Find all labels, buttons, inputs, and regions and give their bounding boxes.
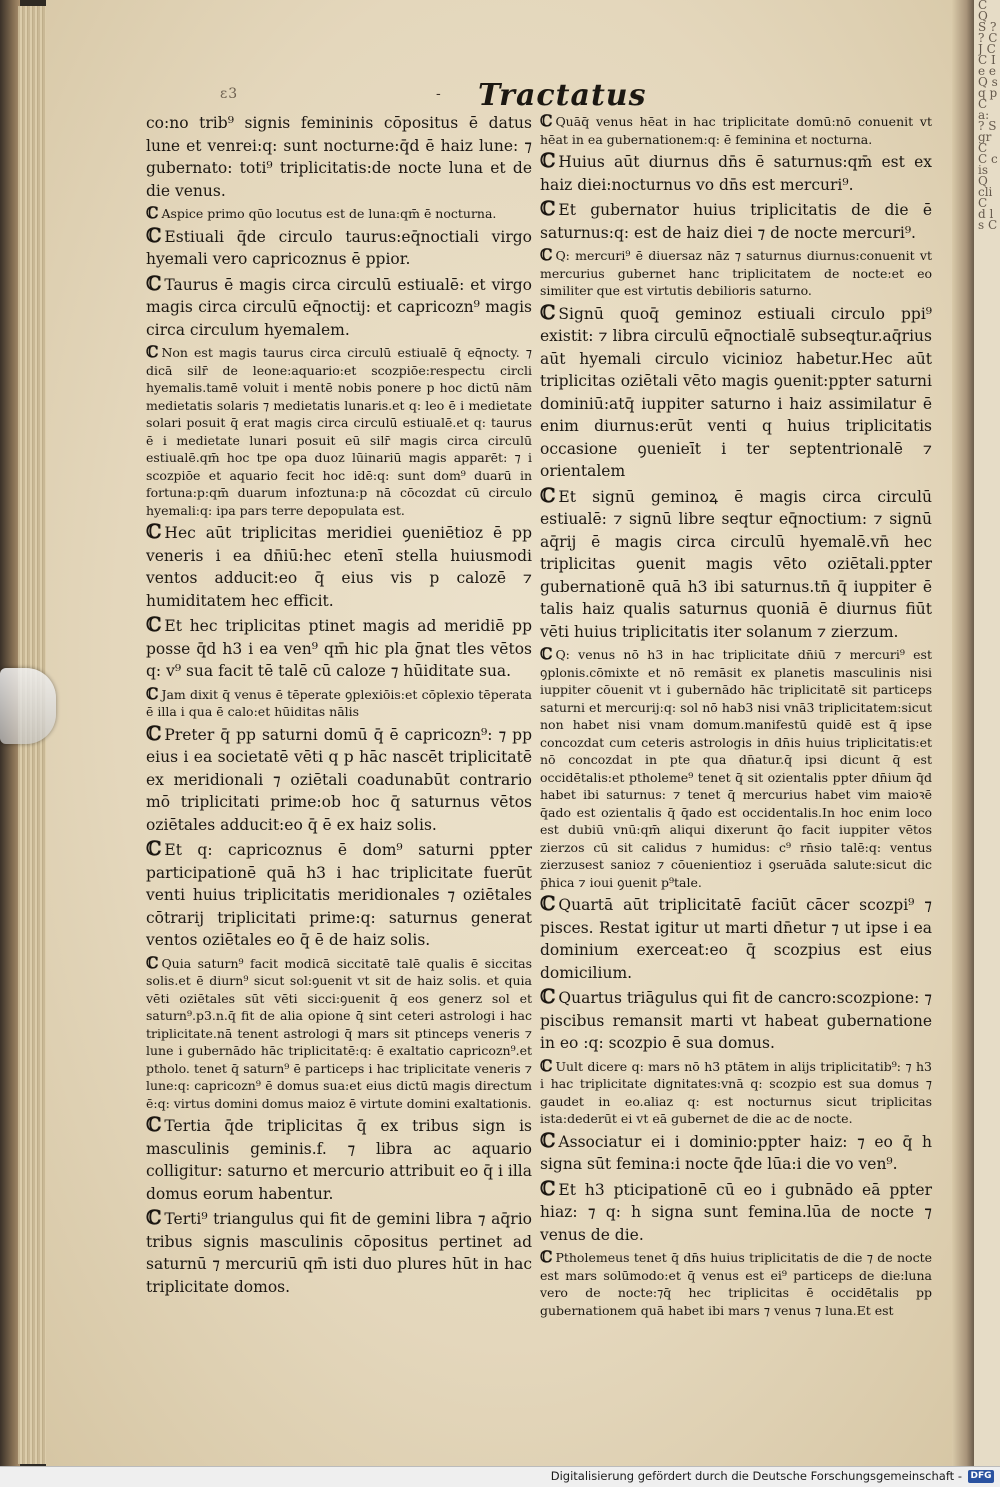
left-column (146, 112, 532, 1300)
page-clip (0, 668, 56, 744)
paragraph-mark: ℂ (540, 1247, 553, 1266)
paragraph-text: Et q: capricoznus ē dom⁹ saturni ppter participationē quā h3 i hac triplicitate fuerūt venti huius triplicitatis meridionales ⁊ oziētales cōtrarij triplicitati prime:q: saturnus generat ventos oziētales eo q̄ ē de haiz solis. (146, 841, 532, 949)
paragraph-text: Ptholemeus tenet q̄ dn̄s huius triplicitatis de die ⁊ de nocte est mars solūmodo:et q̄ venus est ei⁹ particeps de die:luna vero de nocte:⁊q̄ hec triplicitas ē occidētalis pp gubernationem quā habet ibi mars ⁊ venus ⁊ luna.Et est (540, 1250, 932, 1318)
folio-mark: ɛ3 (220, 86, 239, 102)
dfg-logo: DFG (968, 1470, 994, 1483)
paragraph-mark: ℂ (146, 342, 159, 361)
paragraph (540, 198, 932, 244)
facing-page-edge (974, 0, 1000, 1466)
paragraph-text: Taurus ē magis circa circulū estiualē: et virgo magis circa circulū eq̄noctij: et capricozn⁹ magis circa circulum hyemalem. (146, 275, 532, 339)
paragraph (146, 112, 532, 202)
paragraph-text: Et hec triplicitas ptinet magis ad meridiē pp posse q̄d h3 i ea ven⁹ qm̄ hic pla ḡnat tles vētos q: v⁹ sua facit tē talē cū caloze ⁊ hūiditate sua. (146, 617, 532, 680)
paragraph (146, 1207, 532, 1298)
paragraph-text: Jam dixit q̄ venus ē tēperate ꝯplexiōis:et cōplexio tēperata ē illa i qua ē calo:et hūiditas nālis (146, 686, 532, 719)
right-column (540, 112, 932, 1321)
running-head: Tractatus (478, 78, 647, 113)
paragraph (146, 343, 532, 519)
paragraph (146, 204, 532, 223)
paragraph-text: Preter q̄ pp saturni domū q̄ ē capricozn⁹: ⁊ pp eius i ea societatē vēti q p hāc nascēt triplicitatē ex meridionali ⁊ oziētali coadunabūt contrario mō triplicitati prime:ob hoc q̄ saturnus vētos oziētales adducit:eo q̄ ē ex haiz solis. (146, 725, 532, 834)
paragraph-text: Huius aūt diurnus dn̄s ē saturnus:qm̄ est ex haiz diei:nocturnus vo dn̄s est mercuri⁹. (540, 153, 932, 194)
paragraph-mark: ℂ (146, 837, 162, 860)
paragraph-text: Quartus triāgulus qui fit de cancro:scozpione: ⁊ piscibus remansit marti vt habeat gubernatione in eo :q: scozpio ē sua domus. (540, 989, 932, 1052)
paragraph-mark: ℂ (540, 1055, 553, 1075)
paragraph-text: Q: venus nō h3 in hac triplicitate dn̄iū ⁊ mercuri⁹ est ꝯplonis.cōmixte et nō remāsit ex planetis masculinis nisi iuppiter cōuenit vt i gubernādo hāc triplicitatē sit particeps saturni et mercurij:q: sol nō hab3 nisi vnā3 triplicitatem:sicut non habet nisi vnam domum.manifestū quidē est q̄ ipse concozdat cum ceteris astrologis in dn̄is huius triplicitatis:et nō concozdat in pte qua dn̄atur.q̄ ipsi dicunt q̄ est occidētalis:et ptholeme⁹ tenet q̄ sit ozientalis ppter dn̄ium q̄d habet ibi saturnus: ⁊ tenet q̄ mercurius habet vim maioꝛē q̄ado est ozientalis q̄ q̄ado est occidentalis.In hoc enim loco est dubiū vnū:qm̄ aliqui dixerunt q̄o facit iuppiter vētos zierzos cū sit calidus ⁊ humidus: c⁹ rn̄sio talē:q: ventus zierzusest sanioz ⁊ cōuenientioz i ꝯseruāda salute:sicut dic p̄hica ⁊ ioui ꝯuenit p⁹tale. (540, 647, 932, 890)
paragraph-text: Uult dicere q: mars nō h3 ptātem in alijs triplicitatib⁹: ⁊ h3 i hac triplicitate dignitates:vnā q: scozpio est sua domus ⁊ gaudet in eo.aliaz q: est nocturnus sicut triplicitas ista:dederūt ei vt eā gubernet de die ac de nocte. (540, 1058, 932, 1126)
paragraph-mark: ℂ (540, 1128, 556, 1152)
paragraph-mark: ℂ (146, 1206, 162, 1229)
paragraph (540, 150, 932, 196)
footer-credit: Digitalisierung gefördert durch die Deutsche Forschungsgemeinschaft - (550, 1469, 962, 1483)
paragraph-mark: ℂ (146, 1113, 162, 1136)
paragraph-mark: ℂ (146, 721, 162, 745)
paragraph (146, 273, 532, 342)
paragraph (146, 521, 532, 612)
paragraph (146, 614, 532, 683)
paragraph-mark: ℂ (540, 149, 556, 172)
paragraph-text: Estiuali q̄de circulo taurus:eq̄noctiali virgo hyemali vero capricoznus ē ppior. (146, 227, 532, 268)
paragraph-mark: ℂ (540, 985, 556, 1008)
paragraph-mark: ℂ (146, 271, 162, 295)
paragraph-text: Et signū geminoꝝ ē magis circa circulū estiualē: ⁊ signū libre seqtur eq̄noctium: ⁊ signū aq̄rij ē magis circa circulū hyemalē.vn̄ hec triplicitas ꝯuenit magis vēto oziētali.ppter gubernationē quā h3 ibi saturnus.tn̄ q̄ iuppiter ē talis haiz qualis saturnus quoniā ē diurnus fiūt vēti huius triplicitatis iter solanum ⁊ zierzum. (540, 487, 932, 641)
paragraph (540, 1178, 932, 1247)
paragraph-text: Signū quoq̄ geminoz estiuali circulo ppi⁹ existit: ⁊ libra circulū eq̄noctialē subseqtur.aq̄rius aūt hyemali circulo vicinioz habetur.Hec aūt triplicitas oziētali vēto magis ꝯuenit:ppter saturni dominiū:atq̄ iuppiter saturno i haiz assimilatur ē enim diurnus:erūt venti q huius triplicitatis occasione ꝯuenieīt i ter septentrionalē ⁊ orientalem (540, 304, 932, 480)
paragraph-mark: ℂ (146, 203, 159, 222)
paragraph (540, 246, 932, 300)
paragraph (540, 645, 932, 891)
paragraph-mark: ℂ (540, 1176, 556, 1200)
paragraph-text: co:no trib⁹ signis femininis cōpositus ē datus lune et venrei:q: sunt nocturne:q̄d ē haiz lune: ⁊ gubernato: toti⁹ triplicitatis:de nocte luna et de die venus. (146, 114, 532, 200)
paragraph (146, 954, 532, 1113)
paragraph-text: Et gubernator huius triplicitatis de die ē saturnus:q: est de haiz diei ⁊ de nocte mercuri⁹. (540, 201, 932, 242)
paragraph (540, 1248, 932, 1319)
paragraph (146, 838, 532, 952)
paragraph-mark: ℂ (540, 245, 553, 264)
paragraph-mark: ℂ (146, 952, 159, 972)
paragraph-text: Quia saturn⁹ facit modicā siccitatē talē qualis ē siccitas solis.et ē diurn⁹ sicut sol:ꝯuenit vt sit de haiz solis. et quia vēti oziētales sūt vēti sicci:ꝯuenit q̄ eos generz sol et saturn⁹.p3.n.q̄ fit de alia opione q̄̄ sint ceteri astrologi i hac triplicitate.nā tenent astrologi q̄ mars sit ptinceps veneris ⁊ lune i gubernādo hāc triplicitatē:q: ē exaltatio capricozn⁹.et ptholo. tenet q̄ saturn⁹ ē particeps i hac triplicitate veneris ⁊ lune:q: capricozn⁹ ē domus sua:et eius dictū magis directum ē:q: virtus domini domus maioz ē virtute domini exaltationis. (146, 955, 532, 1111)
paragraph (146, 685, 532, 721)
paragraph (540, 112, 932, 148)
paragraph-text: Quāq̄ venus hēat in hac triplicitate domū:nō conuenit vt hēat in ea gubernationem:q: ē feminina et nocturna. (540, 114, 932, 147)
paragraph (540, 893, 932, 984)
book-gutter (952, 0, 976, 1466)
paragraph-text: Q: mercuri⁹ ē diuersaz nāz ⁊ saturnus diurnus:conuenit vt mercurius gubernet hanc triplicitatem de nocte:et eo similiter que est virtutis debilioris saturno. (540, 248, 932, 298)
paragraph-text: Tertia q̄de triplicitas q̄ ex tribus sign is masculinis geminis.f. ⁊ libra ac aquario colligitur: saturno et mercurio attribuit eo q̄ i illa domus eorum habentur. (146, 1117, 532, 1203)
paragraph (540, 986, 932, 1055)
paragraph-text: Non est magis taurus circa circulū estiualē q̄ eq̄nocty. ⁊ dicā silr̄ de leone:aquario:et scozpiōe:respectu circli hyemalis.tamē voluit i mentē nobis ponere p hoc dictū nām medietatis solaris ⁊ medietatis lunaris.et q: leo ē i medietate solari posuit q̄ erat magis circa circulū estiualē.et q: taurus ē i medietate lunari posuit eū silr̄ magis circa circulū estiualē.qm̄ hoc tpe opa duoz lūinariū magis apparēt: ⁊ i scozpiōe et aquario fecit hoc idē:q: sunt dom⁹ duarū in fortuna:p:qm̄ duarum infoztuna:p nā cōcozdat cū circulo hyemali:q: ipa pars terre depopulata est. (146, 345, 532, 518)
paragraph-text: Et h3 pticipationē cū eo i gubnādo eā ppter hiaz: ⁊ q: h signa sunt femina.lūa de nocte ⁊ venus de die. (540, 1180, 932, 1244)
paragraph (146, 225, 532, 271)
paragraph-text: Aspice primo qūo locutus est de luna:qm̄ ē nocturna. (161, 206, 497, 221)
paragraph-mark: ℂ (540, 111, 553, 130)
paragraph (146, 723, 532, 837)
paragraph (540, 1057, 932, 1128)
paragraph-mark: ℂ (146, 613, 162, 636)
paragraph (540, 302, 932, 483)
paragraph-text: Terti⁹ triangulus qui fit de gemini libra ⁊ aq̄rio tribus signis masculinis cōpositus pertinet ad saturnū ⁊ mercuriū qm̄ isti duo plures hūt in hac triplicitate domos. (146, 1210, 532, 1296)
paragraph-mark: ℂ (540, 644, 553, 663)
paragraph (540, 1130, 932, 1176)
paragraph (540, 485, 932, 644)
paragraph-mark: ℂ (540, 300, 556, 324)
paragraph-mark: ℂ (540, 483, 556, 507)
paragraph-mark: ℂ (146, 223, 162, 247)
paragraph-mark: ℂ (540, 197, 556, 220)
paragraph-mark: ℂ (146, 683, 159, 703)
paragraph-text: Quartā aūt triplicitatē faciūt cācer scozpi⁹ ⁊ pisces. Restat igitur ut marti dn̄etur ⁊ ut ipse i ea dominium exerceat:eo q̄ scozpius est eius domicilium. (540, 896, 932, 982)
paragraph-mark: ℂ (540, 892, 556, 915)
paragraph (146, 1114, 532, 1205)
paragraph-text: Associatur ei i dominio:ppter haiz: ⁊ eo q̄ h signa sūt femina:i nocte q̄de lūa:i die vo ven⁹. (540, 1132, 932, 1173)
paragraph-mark: ℂ (146, 520, 162, 543)
header-dash: - (436, 86, 441, 102)
footer-bar (0, 1466, 1000, 1487)
facing-page-text: C Q S ? ? C J C C Ie e Q s q p C a: ? S gr C C cis Q cli C d l s C (978, 0, 998, 232)
paragraph-text: Hec aūt triplicitas meridiei ꝯueniētioz ē pp veneris i ea dn̄iū:hec etenī stella huiusmodi ventos adducit:eo q̄ eius vis p calozē ⁊ humiditatem hec efficit. (146, 524, 532, 610)
